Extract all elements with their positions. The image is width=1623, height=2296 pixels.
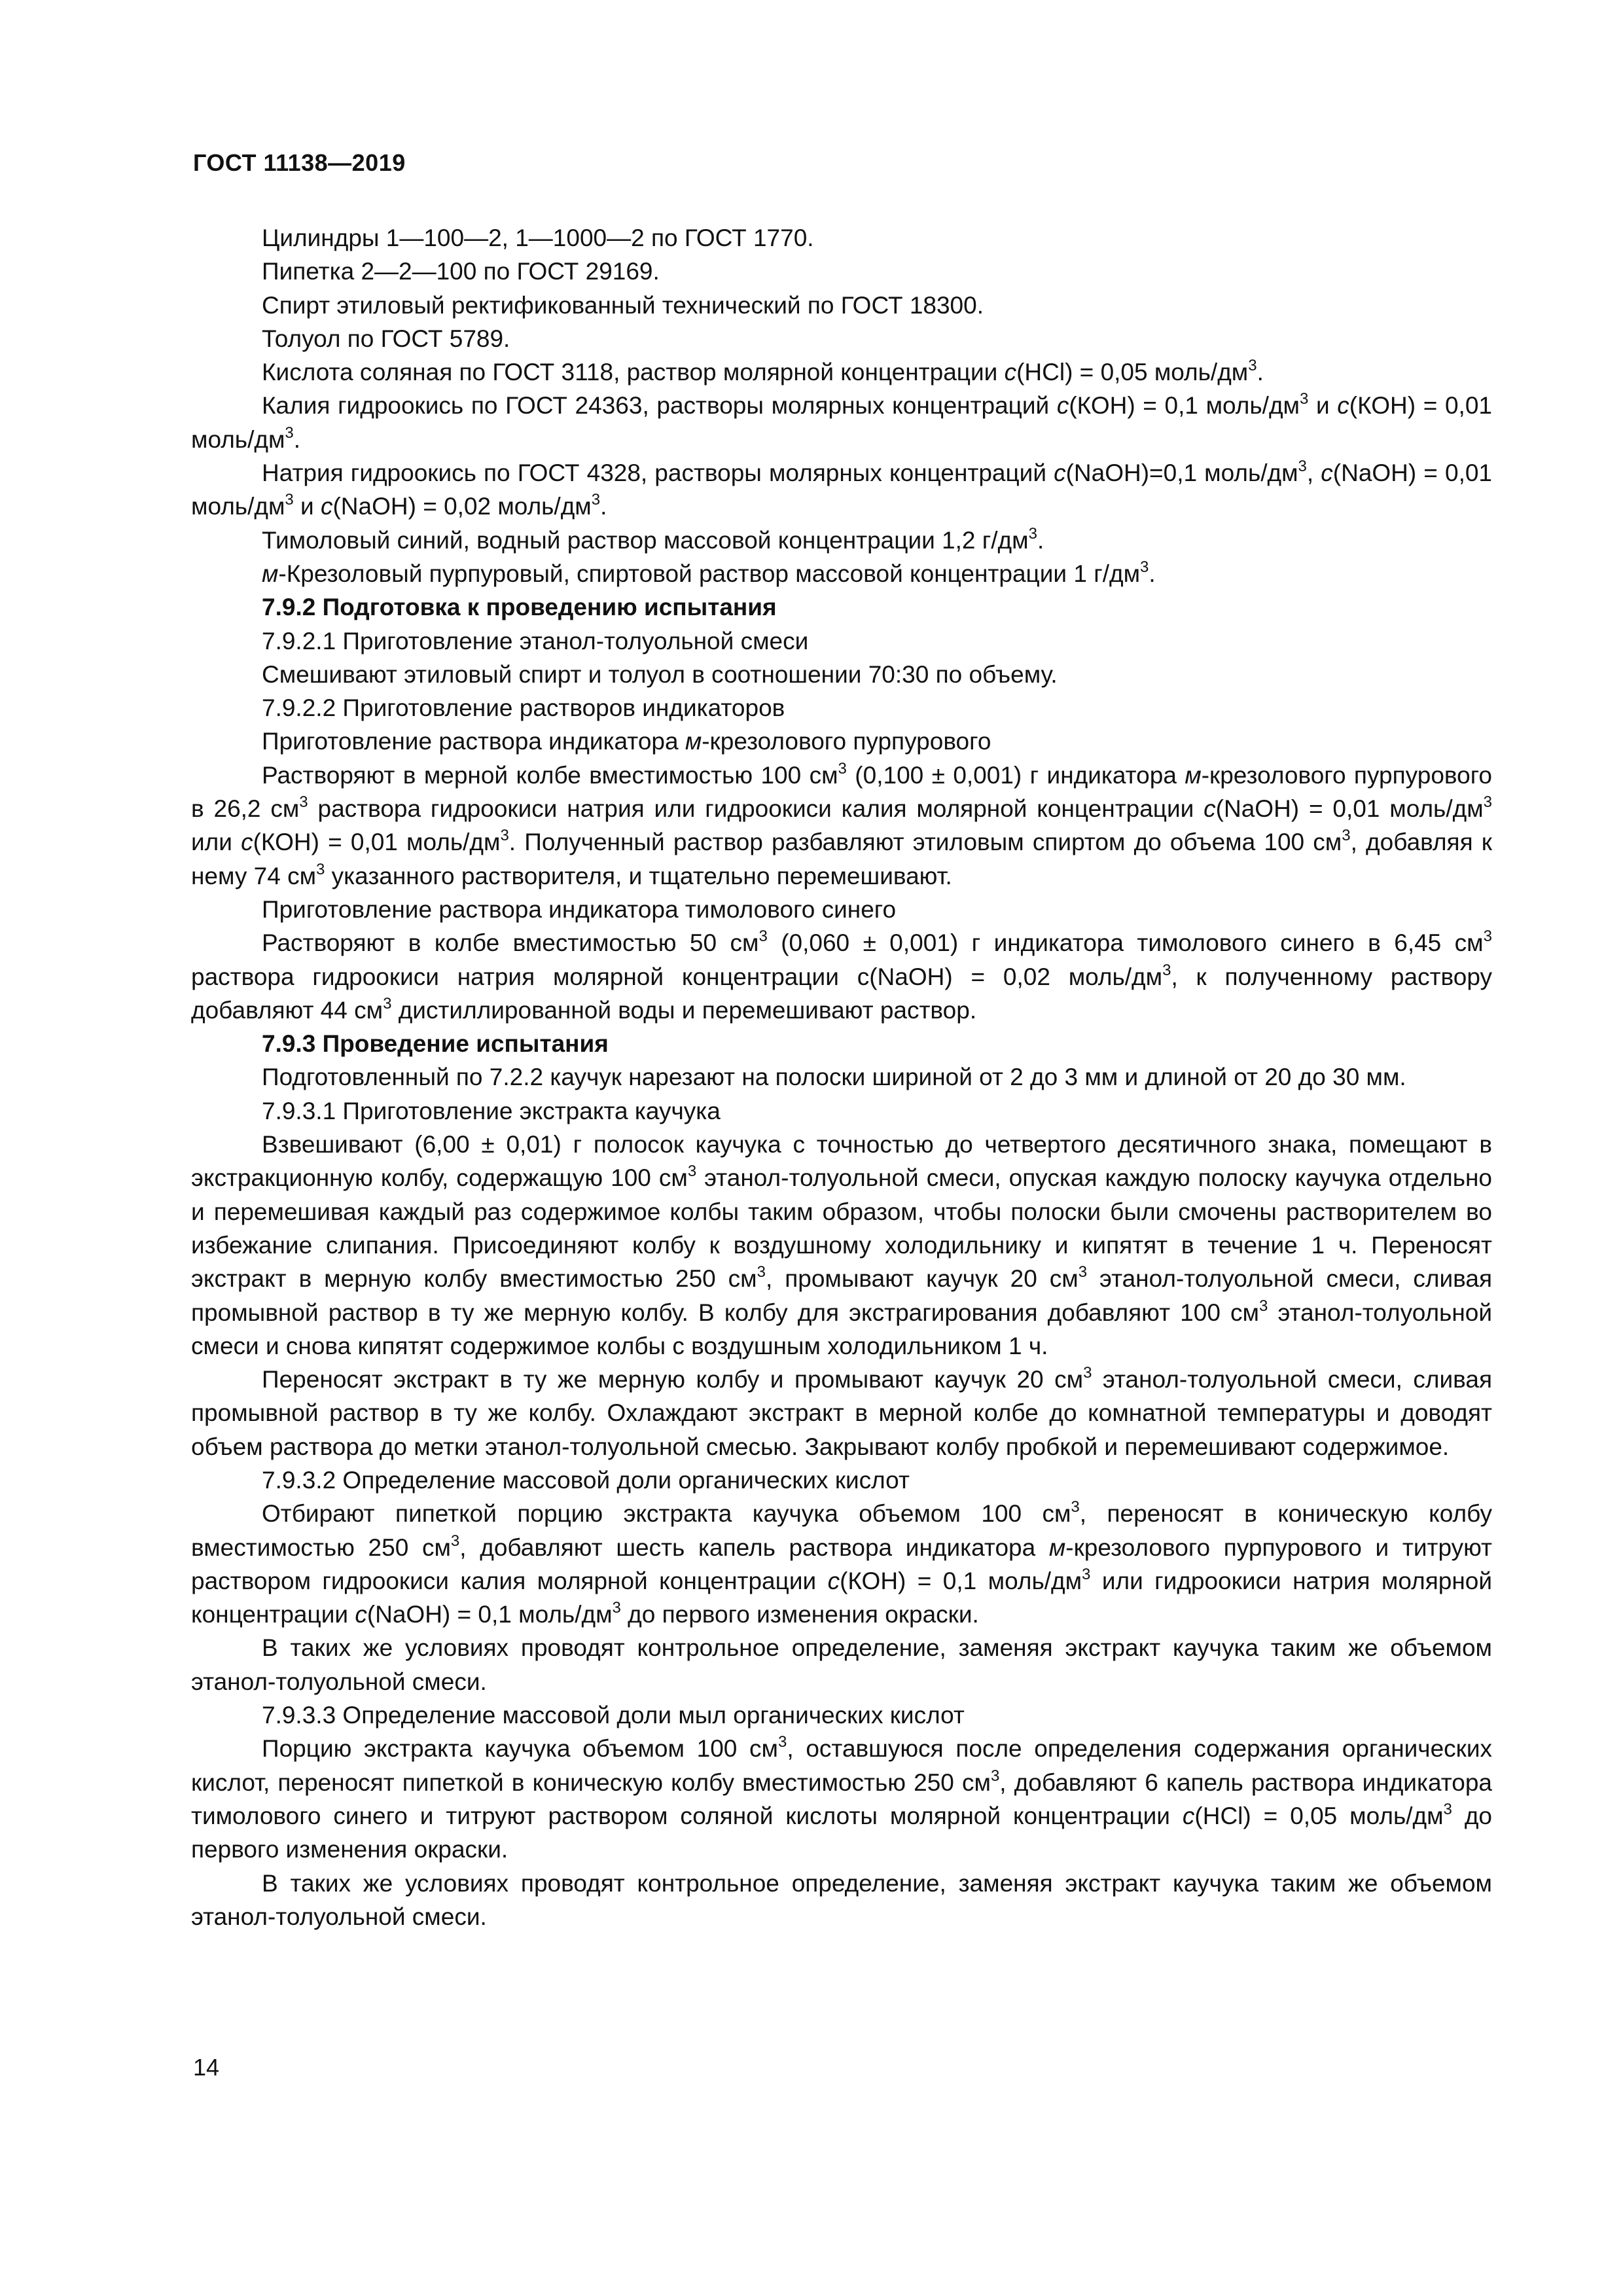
body-paragraph: 7.9.3.3 Определение массовой доли мыл органических кислот [262,1702,965,1729]
body-paragraph: Смешивают этиловый спирт и толуол в соотношении 70:30 по объему. [262,660,1058,688]
body-paragraph: 7.9.3.2 Определение массовой доли органических кислот [262,1466,910,1494]
body-paragraph: Взвешивают (6,00 ± 0,01) г полосок каучука с точностью до четвертого десятичного знака, помещают в экстракционную колбу, содержащую 100 $см^3$ этанол-толуольной смеси, опуская каждую полоску каучука отдельно и перемешивая каждый раз содержимое колбы таким образом, чтобы полоски были смочены растворителем во избежание слипания. Присоединяют колбу к воздушному холодильнику и кипятят в течение 1 ч. Переносят экстракт в мерную колбу вместимостью 250 $см^3$, промывают каучук 20 $см^3$ этанол-толуольной смеси, сливая промывной раствор в ту же мерную колбу. В колбу для экстрагирования добавляют 100 $см^3$ этанол-толуольной смеси и снова кипятят содержимое колбы с воздушным холодильником 1 ч. [191,1131,1493,1359]
body-paragraph: Растворяют в колбе вместимостью 50 $см^3$ (0,060 ± 0,001) г индикатора тимолового синего в 6,45 $см^3$ раствора гидроокиси натрия молярной концентрации с(NaOH) = 0,02 моль/$дм^3$, к полученному раствору добавляют 44 $см^3$ дистиллированной воды и перемешивают раствор. [191,927,1492,1024]
document-header: ГОСТ 11138—2019 [193,149,406,176]
section-heading: 7.9.3 Проведение испытания [262,1030,609,1058]
body-paragraph: Цилиндры 1—100—2, 1—1000—2 по ГОСТ 1770. [262,224,814,251]
body-paragraph: 7.9.2.1 Приготовление этанол-толуольной смеси [262,627,809,655]
body-paragraph: Пипетка 2—2—100 по ГОСТ 29169. [262,258,660,285]
body-paragraph: Тимоловый синий, водный раствор массовой концентрации 1,2 $г/дм^3$. [262,524,1044,554]
body-paragraph: Кислота соляная по ГОСТ 3118, раствор молярной концентрации с(HCl) = 0,05 моль/$дм^3$. [262,357,1264,386]
body-paragraph: 7.9.3.1 Приготовление экстракта каучука [262,1097,721,1124]
body-paragraph: Отбирают пипеткой порцию экстракта каучука объемом 100 $см^3$, переносят в коническую колбу вместимостью 250 $см^3$, добавляют шесть капель раствора индикатора м-крезолового пурпурового и титруют раствором гидроокиси калия молярной концентрации с(КОН) = 0,1 моль/$дм^3$ или гидроокиси натрия молярной концентрации с(NaOH) = 0,1 моль/$дм^3$ до первого изменения окраски. [191,1498,1493,1628]
body-paragraph: Калия гидроокись по ГОСТ 24363, растворы молярных концентраций с(КОН) = 0,1 моль/$дм^3$ и с(КОН) = 0,01 моль/$дм^3$. [191,390,1492,453]
document-body [191,221,1492,1933]
body-paragraph: Приготовление раствора индикатора тимолового синего [262,895,897,923]
body-paragraph: Натрия гидроокись по ГОСТ 4328, растворы молярных концентраций с(NaOH)=0,1 моль/$дм^3$, с(NaOH) = 0,01 моль/$дм^3$ и с(NaOH) = 0,02 моль/$дм^3$. [191,457,1493,520]
body-paragraph: Растворяют в мерной колбе вместимостью 100 $см^3$ (0,100 ± 0,001) г индикатора м-крезолового пурпурового в 26,2 $см^3$ раствора гидроокиси натрия или гидроокиси калия молярной концентрации с(NaOH) = 0,01 моль/$дм^3$ или с(КОН) = 0,01 моль/$дм^3$. Полученный раствор разбавляют этиловым спиртом до объема 100 $см^3$, добавляя к нему 74 $см^3$ указанного растворителя, и тщательно перемешивают. [191,759,1492,889]
body-paragraph: м-Крезоловый пурпуровый, спиртовой раствор массовой концентрации 1 $г/дм^3$. [262,558,1156,587]
body-paragraph: Порцию экстракта каучука объемом 100 $см^3$, оставшуюся после определения содержания органических кислот, переносят пипеткой в коническую колбу вместимостью 250 $см^3$, добавляют 6 капель раствора индикатора тимолового синего и титруют раствором соляной кислоты молярной концентрации с(HCl) = 0,05 моль/$дм^3$ до первого изменения окраски. [191,1733,1493,1863]
body-paragraph: В таких же условиях проводят контрольное определение, заменяя экстракт каучука таким же объемом этанол-толуольной смеси. [191,1634,1492,1695]
page-number: 14 [193,2054,220,2081]
body-paragraph: В таких же условиях проводят контрольное определение, заменяя экстракт каучука таким же объемом этанол-толуольной смеси. [191,1869,1492,1930]
body-paragraph: Приготовление раствора индикатора м-крезолового пурпурового [262,728,991,755]
body-paragraph: Толуол по ГОСТ 5789. [262,325,510,352]
body-paragraph: Подготовленный по 7.2.2 каучук нарезают на полоски шириной от 2 до 3 мм и длиной от 20 до 30 мм. [262,1064,1406,1091]
body-paragraph: Переносят экстракт в ту же мерную колбу и промывают каучук 20 $см^3$ этанол-толуольной смеси, сливая промывной раствор в ту же колбу. Охлаждают экстракт в мерной колбе до комнатной температуры и доводят объем раствора до метки этанол-толуольной смесью. Закрывают колбу пробкой и перемешивают содержимое. [191,1364,1492,1460]
body-paragraph: 7.9.2.2 Приготовление растворов индикаторов [262,694,785,722]
section-heading: 7.9.2 Подготовка к проведению испытания [262,594,777,621]
body-paragraph: Спирт этиловый ректификованный технический по ГОСТ 18300. [262,291,984,319]
